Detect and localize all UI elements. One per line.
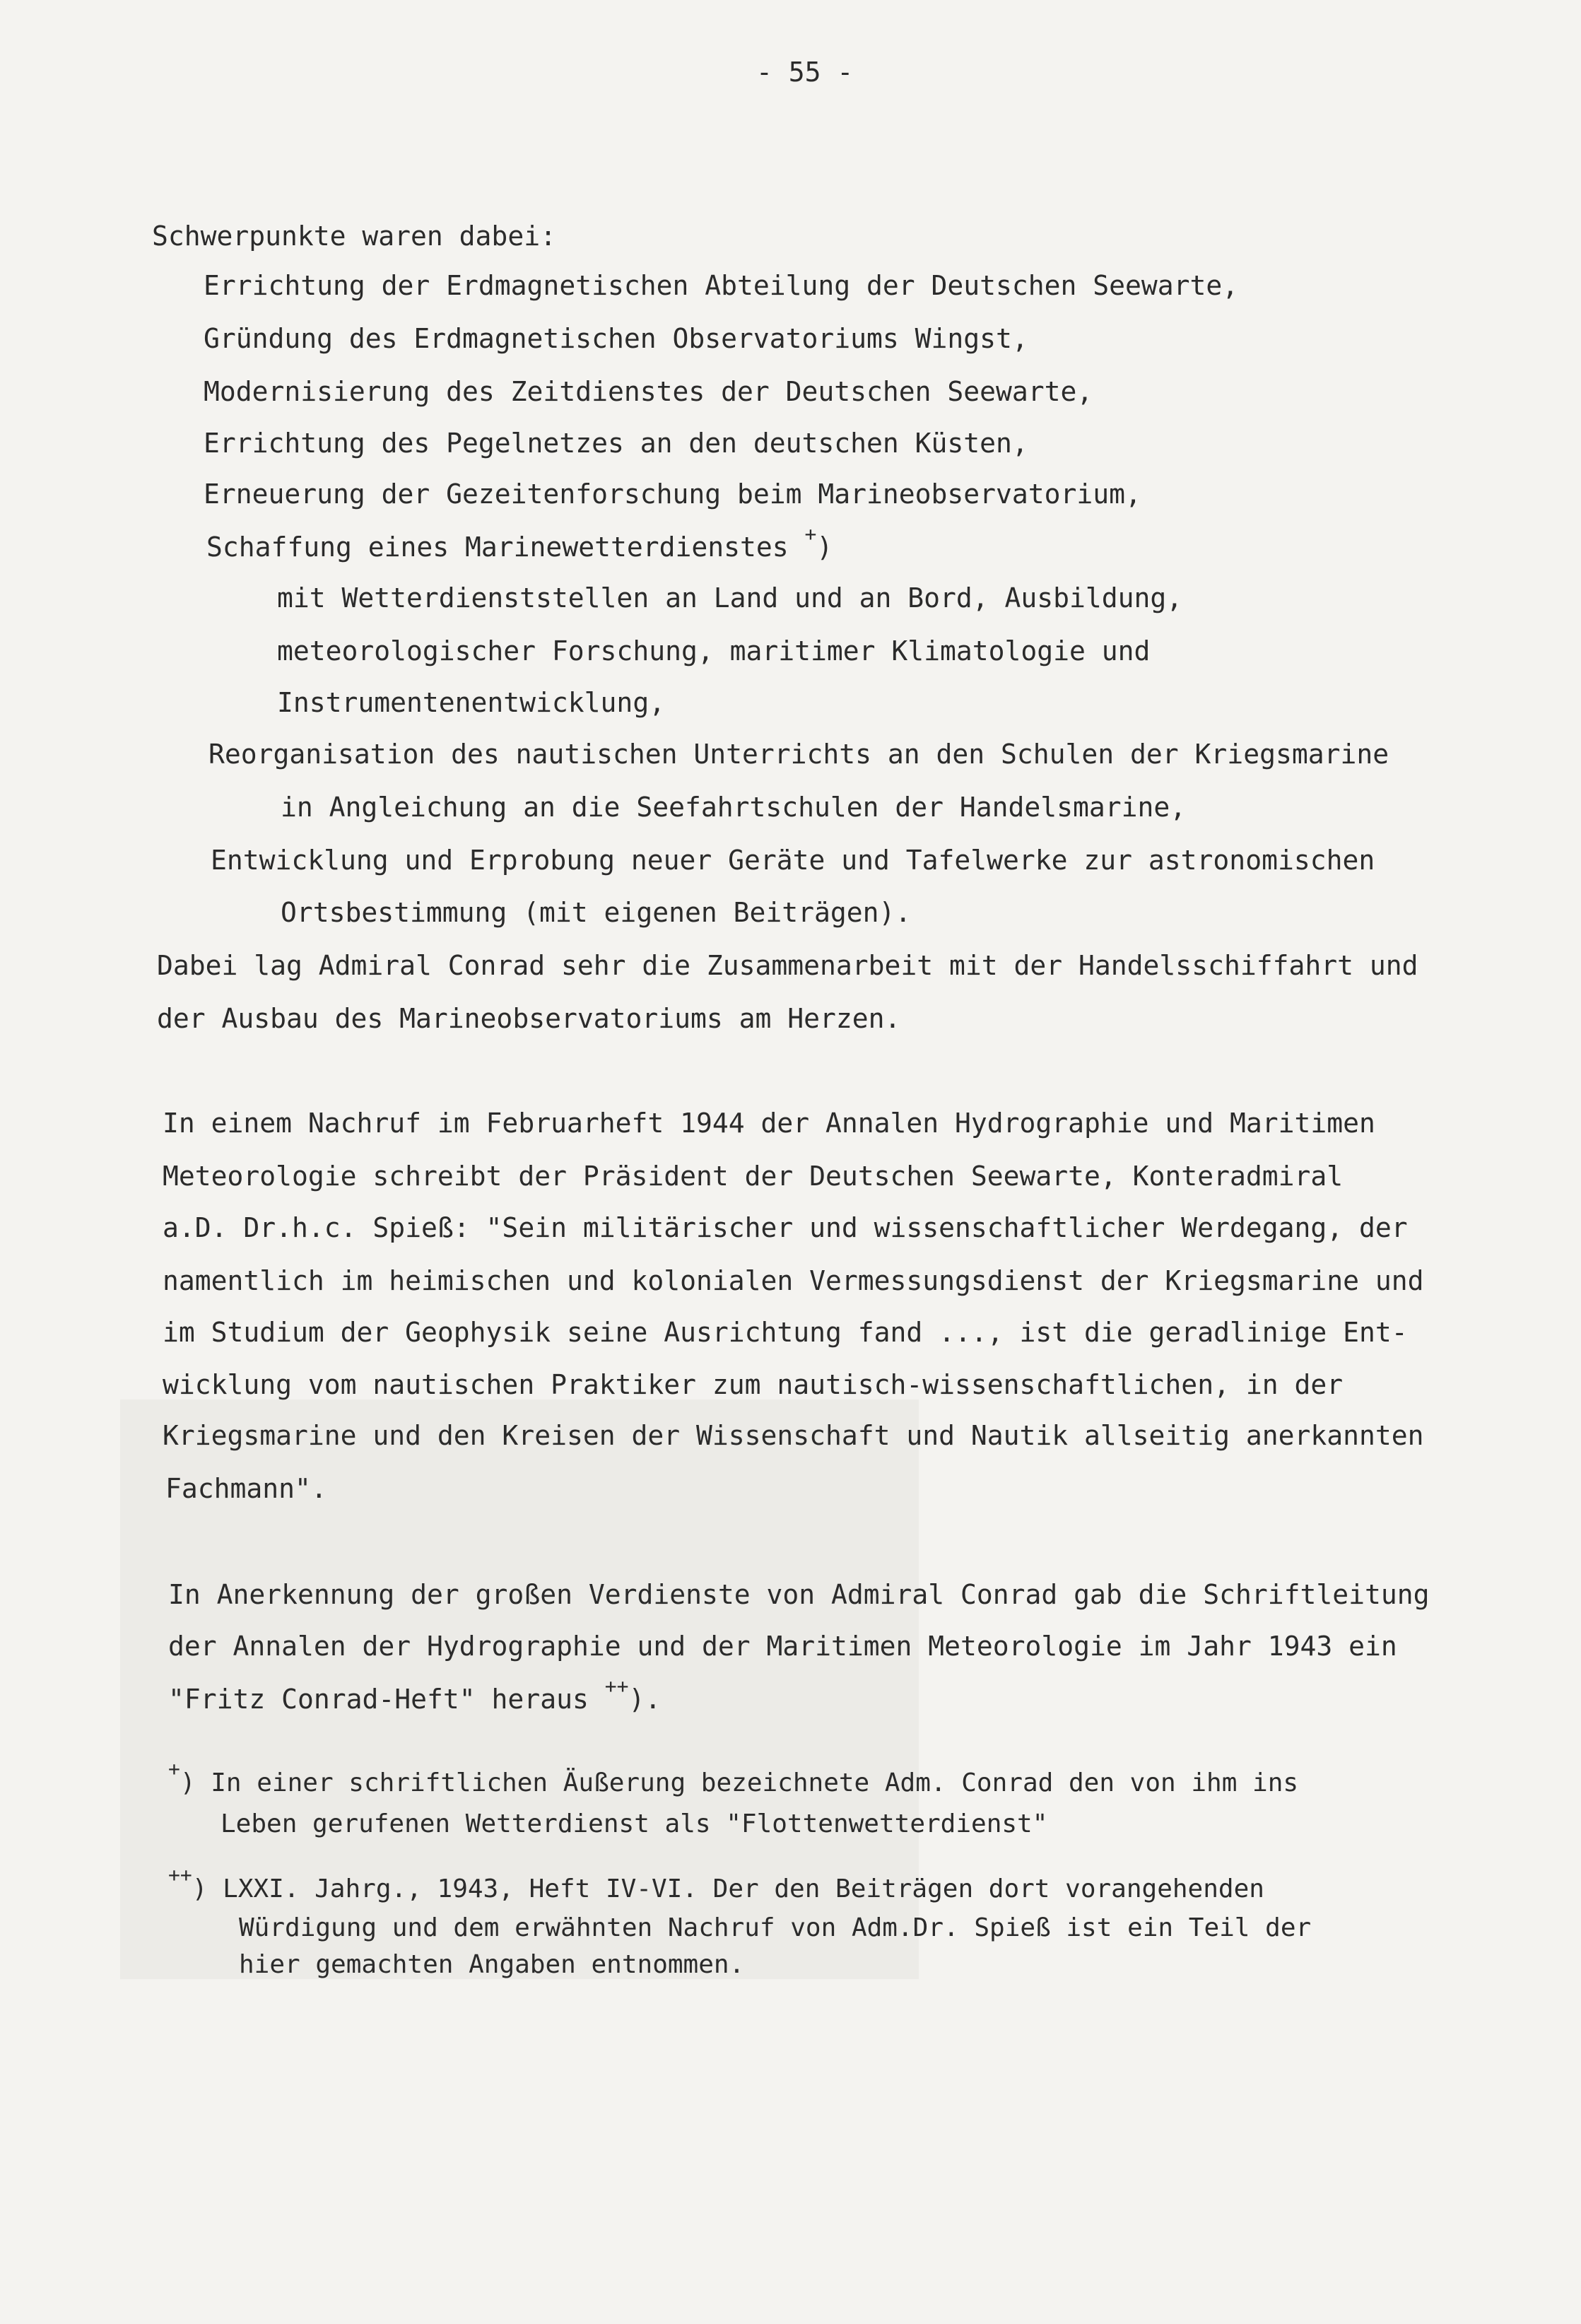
list-subline: meteorologischer Forschung, maritimer Klimatologie und xyxy=(277,635,1151,667)
paragraph-line: der Annalen der Hydrographie und der Maritimen Meteorologie im Jahr 1943 ein xyxy=(168,1631,1397,1662)
footnote-2-line3: hier gemachten Angaben entnommen. xyxy=(239,1950,745,1979)
footnote-marker: ++ xyxy=(604,1674,629,1698)
page-number: - 55 - xyxy=(756,57,854,88)
footnote-marker: + xyxy=(168,1757,180,1780)
list-subline: mit Wetterdienststellen an Land und an Bord, Ausbildung, xyxy=(277,582,1183,614)
paragraph-line: Meteorologie schreibt der Präsident der Deutschen Seewarte, Konteradmiral xyxy=(163,1161,1344,1192)
paragraph-line: Kriegsmarine und den Kreisen der Wissenschaft und Nautik allseitig anerkannten xyxy=(163,1420,1424,1451)
footnote-marker: ++ xyxy=(168,1863,192,1886)
paragraph-line: im Studium der Geophysik seine Ausrichtung fand ..., ist die geradlinige Ent- xyxy=(163,1317,1408,1348)
list-subline: in Angleichung an die Seefahrtschulen der Handelsmarine, xyxy=(281,792,1187,823)
paragraph-line: namentlich im heimischen und kolonialen Vermessungsdienst der Kriegsmarine und xyxy=(163,1265,1424,1296)
list-item: Reorganisation des nautischen Unterrichts an den Schulen der Kriegsmarine xyxy=(208,739,1389,770)
list-item: Errichtung des Pegelnetzes an den deutschen Küsten, xyxy=(204,428,1028,459)
list-item: Modernisierung des Zeitdienstes der Deutschen Seewarte, xyxy=(204,376,1093,407)
paragraph-line: In Anerkennung der großen Verdienste von Admiral Conrad gab die Schriftleitung xyxy=(168,1579,1430,1610)
intro-line: Schwerpunkte waren dabei: xyxy=(152,221,556,252)
footnote-1-line2: Leben gerufenen Wetterdienst als "Flottenwetterdienst" xyxy=(221,1809,1048,1838)
paragraph-line: a.D. Dr.h.c. Spieß: "Sein militärischer und wissenschaftlicher Werdegang, der xyxy=(163,1212,1408,1243)
list-subline: Instrumentenentwicklung, xyxy=(277,687,666,718)
list-item: Entwicklung und Erprobung neuer Geräte und Tafelwerke zur astronomischen xyxy=(211,845,1375,876)
paragraph-line: "Fritz Conrad-Heft" heraus ++). xyxy=(168,1674,662,1715)
list-item: Erneuerung der Gezeitenforschung beim Marineobservatorium, xyxy=(204,479,1141,510)
paragraph-line: Fachmann". xyxy=(165,1473,327,1504)
list-subline: Ortsbestimmung (mit eigenen Beiträgen). xyxy=(281,897,912,928)
footnote-2: ++) LXXI. Jahrg., 1943, Heft IV-VI. Der den Beiträgen dort vorangehenden xyxy=(168,1863,1264,1903)
paragraph-line: Dabei lag Admiral Conrad sehr die Zusammenarbeit mit der Handelsschiffahrt und xyxy=(157,950,1418,981)
list-item: Errichtung der Erdmagnetischen Abteilung der Deutschen Seewarte, xyxy=(204,270,1239,301)
footnote-1: +) In einer schriftlichen Äußerung bezeichnete Adm. Conrad den von ihm ins xyxy=(168,1757,1299,1797)
paragraph-line: wicklung vom nautischen Praktiker zum nautisch-wissenschaftlichen, in der xyxy=(163,1369,1344,1400)
footnote-marker: + xyxy=(804,522,817,546)
list-item: Schaffung eines Marinewetterdienstes +) xyxy=(206,522,833,563)
footnote-2-line2: Würdigung und dem erwähnten Nachruf von Adm.Dr. Spieß ist ein Teil der xyxy=(239,1913,1312,1942)
list-item: Gründung des Erdmagnetischen Observatoriums Wingst, xyxy=(204,323,1028,354)
paragraph-line: In einem Nachruf im Februarheft 1944 der Annalen Hydrographie und Maritimen xyxy=(163,1108,1375,1139)
paragraph-line: der Ausbau des Marineobservatoriums am Herzen. xyxy=(157,1003,901,1034)
